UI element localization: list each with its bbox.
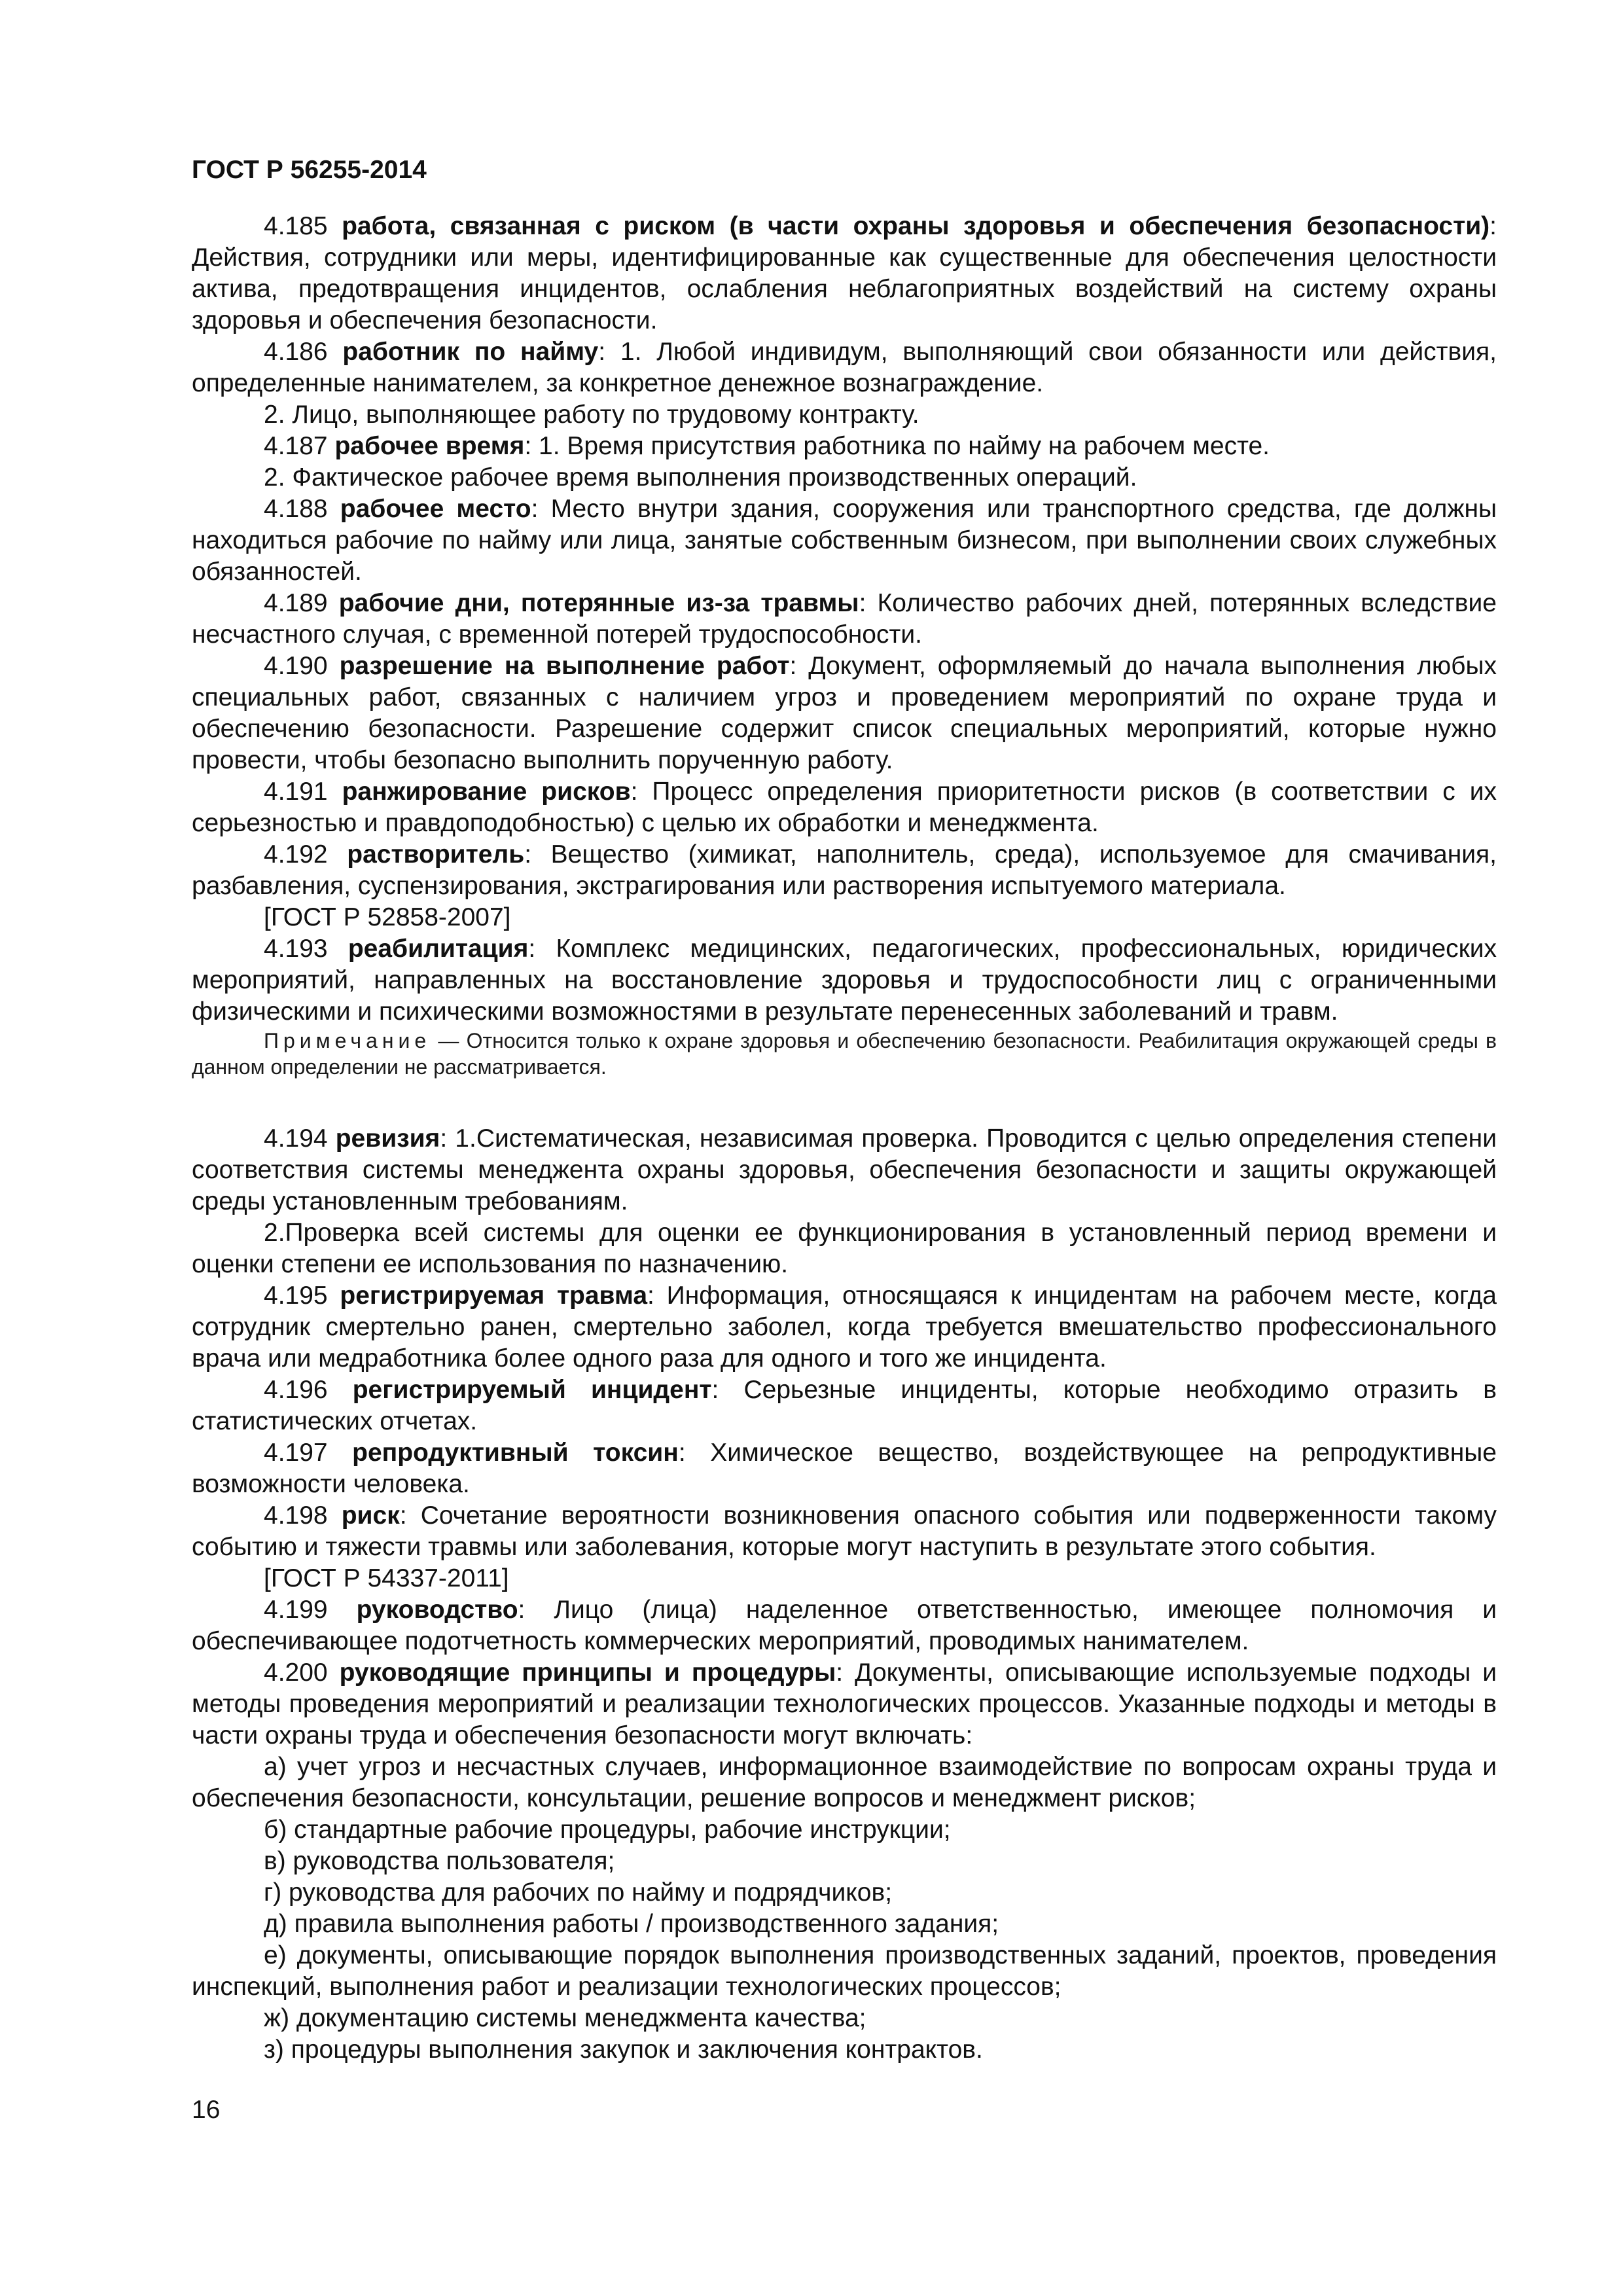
definition-entry-4-188: 4.188 рабочее место: Место внутри здания, сооружения или транспортного средства, где должны находиться рабочие по найму или лица, занятые собственным бизнесом, при выполнении своих служебных обязанностей.	[192, 495, 1497, 586]
definition-entry-4-200: 4.200 руководящие принципы и процедуры: Документы, описывающие используемые подходы и методы проведения мероприятий и реализации технологических процессов. Указанные подходы и методы в части охраны труда и обеспечения безопасности могут включать:	[192, 1659, 1497, 1749]
reference-citation: [ГОСТ Р 54337-2011]	[264, 1564, 509, 1592]
term: руководящие принципы и процедуры	[339, 1659, 836, 1687]
note-label: Примечание	[264, 1029, 431, 1052]
term: рабочие дни, потерянные из-за травмы	[338, 589, 859, 617]
page-number: 16	[192, 2096, 221, 2124]
term: растворитель	[347, 840, 525, 869]
definition-entry-4-189: 4.189 рабочие дни, потерянные из-за травмы: Количество рабочих дней, потерянных вследствие несчастного случая, с временной потерей трудоспособности.	[192, 589, 1497, 649]
definition-entry-4-198: 4.198 риск: Сочетание вероятности возникновения опасного события или подверженности такому событию и тяжести травмы или заболевания, которые могут наступить в результате этого события.	[192, 1501, 1497, 1561]
list-item: в) руководства пользователя;	[264, 1847, 615, 1875]
definition-entry-4-185: 4.185 работа, связанная с риском (в части охраны здоровья и обеспечения безопасности): Действия, сотрудники или меры, идентифицированные как существенные для обеспечения целостности актива, предотвращения инцидентов, ослабления неблагоприятных воздействий на систему охраны здоровья и обеспечения безопасности.	[192, 212, 1497, 334]
document-body	[192, 211, 1497, 2066]
definition-entry-4-196: 4.196 регистрируемый инцидент: Серьезные инциденты, которые необходимо отразить в статистических отчетах.	[192, 1376, 1497, 1435]
term: работа, связанная с риском (в части охраны здоровья и обеспечения безопасности)	[342, 212, 1490, 240]
term: рабочее время	[334, 432, 525, 460]
definition-entry-4-187: 4.187 рабочее время: 1. Время присутствия работника по найму на рабочем месте.	[264, 432, 1270, 460]
list-item: д) правила выполнения работы / производственного задания;	[264, 1910, 999, 1938]
term: разрешение на выполнение работ	[339, 652, 790, 680]
list-item: з) процедуры выполнения закупок и заключения контрактов.	[264, 2036, 983, 2064]
reference-citation: [ГОСТ Р 52858-2007]	[264, 903, 511, 931]
definition-entry-4-192: 4.192 растворитель: Вещество (химикат, наполнитель, среда), используемое для смачивания, разбавления, суспензирования, экстрагирования или растворения испытуемого материала.	[192, 840, 1497, 900]
definition-entry-4-197: 4.197 репродуктивный токсин: Химическое вещество, воздействующее на репродуктивные возможности человека.	[192, 1439, 1497, 1498]
term: регистрируемая травма	[340, 1282, 648, 1310]
term: риск	[341, 1501, 400, 1530]
document-code-header: ГОСТ Р 56255-2014	[192, 156, 427, 184]
term: репродуктивный токсин	[352, 1439, 679, 1467]
definition-entry-4-186: 4.186 работник по найму: 1. Любой индивидум, выполняющий свои обязанности или действия, определенные нанимателем, за конкретное денежное вознаграждение.	[192, 338, 1497, 397]
list-item: г) руководства для рабочих по найму и подрядчиков;	[264, 1878, 893, 1907]
term: ранжирование рисков	[342, 778, 631, 806]
definition-continuation: 2. Фактическое рабочее время выполнения производственных операций.	[264, 463, 1137, 492]
definition-continuation: 2.Проверка всей системы для оценки ее функционирования в установленный период времени и оценки степени ее использования по назначению.	[192, 1219, 1497, 1278]
definition-entry-4-195: 4.195 регистрируемая травма: Информация, относящаяся к инцидентам на рабочем месте, когда сотрудник смертельно ранен, смертельно заболел, когда требуется вмешательство профессионального врача или медработника более одного раза для одного и того же инцидента.	[192, 1282, 1497, 1372]
term: рабочее место	[340, 495, 531, 523]
definition-entry-4-190: 4.190 разрешение на выполнение работ: Документ, оформляемый до начала выполнения любых специальных работ, связанных с наличием угроз и проведением мероприятий по охране труда и обеспечению безопасности. Разрешение содержит список специальных мероприятий, которые нужно провести, чтобы безопасно выполнить порученную работу.	[192, 652, 1497, 774]
definition-continuation: 2. Лицо, выполняющее работу по трудовому контракту.	[264, 401, 919, 429]
list-item: б) стандартные рабочие процедуры, рабочие инструкции;	[264, 1816, 951, 1844]
term: реабилитация	[348, 935, 529, 963]
term: регистрируемый инцидент	[352, 1376, 712, 1404]
term: работник по найму	[342, 338, 599, 366]
note	[192, 1028, 1497, 1080]
list-item: ж) документацию системы менеджмента качества;	[264, 2004, 866, 2032]
term: руководство	[356, 1596, 518, 1624]
list-item: е) документы, описывающие порядок выполнения производственных заданий, проектов, проведения инспекций, выполнения работ и реализации технологических процессов;	[192, 1941, 1497, 2001]
definition-entry-4-199: 4.199 руководство: Лицо (лица) наделенное ответственностью, имеющее полномочия и обеспечивающее подотчетность коммерческих мероприятий, проводимых нанимателем.	[192, 1596, 1497, 1655]
definition-entry-4-193: 4.193 реабилитация: Комплекс медицинских, педагогических, профессиональных, юридических мероприятий, направленных на восстановление здоровья и трудоспособности лиц с ограниченными физическими и психическими возможностями в результате перенесенных заболеваний и травм.	[192, 935, 1497, 1026]
note-text: — Относится только к охране здоровья и обеспечению безопасности. Реабилитация окружающей среды в данном определении не рассматривается.	[192, 1029, 1497, 1079]
list-item: а) учет угроз и несчастных случаев, информационное взаимодействие по вопросам охраны труда и обеспечения безопасности, консультации, решение вопросов и менеджмент рисков;	[192, 1753, 1497, 1812]
term: ревизия	[335, 1124, 440, 1153]
spacer	[192, 1080, 1497, 1123]
definition-entry-4-191: 4.191 ранжирование рисков: Процесс определения приоритетности рисков (в соответствии с их серьезностью и правдоподобностью) с целью их обработки и менеджмента.	[192, 778, 1497, 837]
definition-entry-4-194: 4.194 ревизия: 1.Систематическая, независимая проверка. Проводится с целью определения степени соответствия системы менеджента охраны здоровья, обеспечения безопасности и защиты окружающей среды установленным требованиям.	[192, 1124, 1497, 1215]
